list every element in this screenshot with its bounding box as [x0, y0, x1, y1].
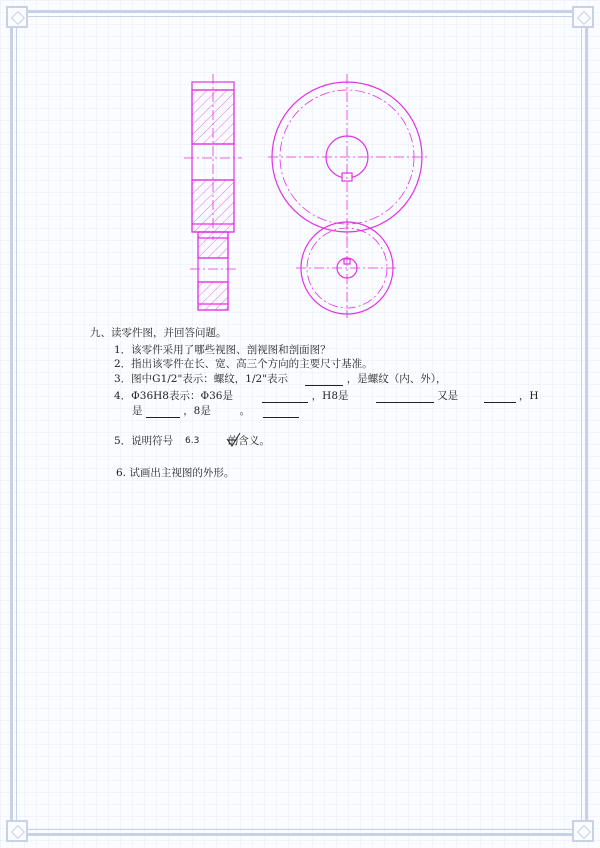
front-view-small-gear: [296, 220, 398, 318]
front-view-large-gear: [268, 74, 428, 240]
answer-blank[interactable]: [376, 390, 434, 403]
answer-blank[interactable]: [146, 405, 180, 418]
answer-blank[interactable]: [263, 405, 299, 418]
section-view-small-gear: [190, 232, 236, 310]
question-3: [114, 372, 446, 386]
question-4-text-b: ，H8是: [311, 390, 349, 402]
surface-roughness-icon: [226, 432, 242, 448]
question-6: 6. 试画出主视图的外形。: [116, 467, 235, 479]
question-4-text-g: 。: [239, 405, 251, 417]
question-5-text-b: 的含义。: [227, 435, 270, 447]
roughness-value: 6.3: [185, 436, 200, 446]
answer-blank[interactable]: [305, 373, 343, 386]
question-4-text-d: ，H: [518, 390, 539, 402]
question-4-line-1: [114, 389, 539, 403]
question-4-text-a: 4．Φ36H8表示：Φ36是: [114, 390, 233, 402]
question-4-text-f: ，8是: [183, 405, 211, 417]
question-4-text-e: 是: [132, 405, 143, 417]
question-2: 2．指出该零件在长、宽、高三个方向的主要尺寸基准。: [114, 358, 373, 370]
answer-blank[interactable]: [484, 390, 516, 403]
question-4-text-c: 又是: [437, 390, 459, 402]
question-3-text-b: ，是螺纹（内、外），: [346, 373, 447, 385]
section-view-large-gear: [184, 74, 242, 240]
question-5-text-a: 5．说明符号: [114, 435, 174, 447]
section-heading: 九、读零件图，并回答问题。: [90, 327, 227, 339]
question-1: 1．该零件采用了哪些视图、剖视图和剖面图？: [114, 344, 331, 356]
question-4-line-2: [132, 404, 299, 418]
question-3-text-a: 3．图中G1/2"表示：螺纹，1/2"表示: [114, 373, 289, 385]
answer-blank[interactable]: [262, 390, 308, 403]
